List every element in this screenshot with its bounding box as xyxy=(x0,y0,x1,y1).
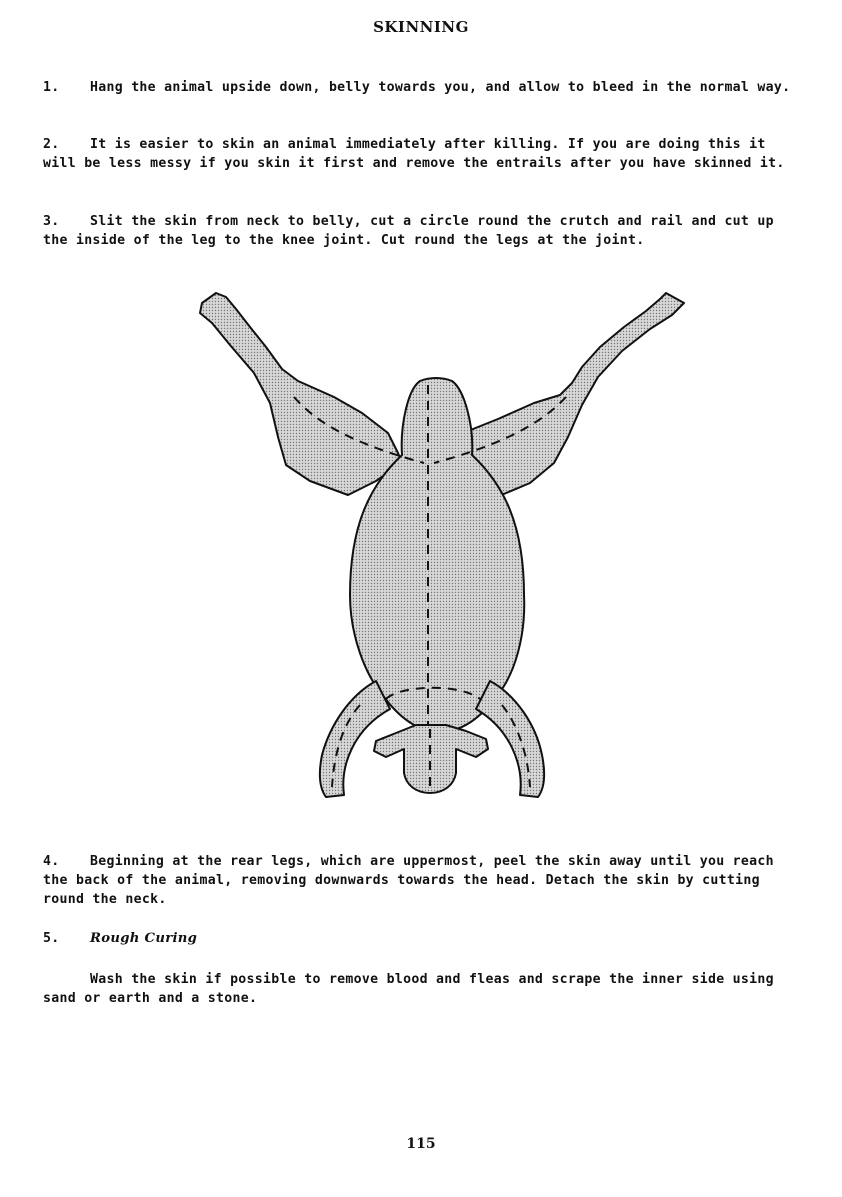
step-number: 5. xyxy=(43,931,60,946)
page-title: SKINNING xyxy=(373,18,469,36)
step-1 xyxy=(43,78,803,97)
step-heading: Rough Curing xyxy=(90,931,198,946)
step-text: Hang the animal upside down, belly towards you, and allow to bleed in the normal way. xyxy=(90,80,791,95)
step-5-heading xyxy=(43,929,803,948)
left-rear-leg xyxy=(200,293,402,495)
step-text: Beginning at the rear legs, which are uppermost, peel the skin away until you reach the back of the animal, removing downwards towards the head. Detach the skin by cutting round the neck. xyxy=(43,854,774,907)
skinning-cut-diagram xyxy=(190,285,690,805)
step-text: Slit the skin from neck to belly, cut a circle round the crutch and rail and cut up the inside of the leg to the knee joint. Cut round the legs at the joint. xyxy=(43,214,774,248)
step-4 xyxy=(43,852,803,909)
page-number: 115 xyxy=(406,1136,436,1152)
step-text: It is easier to skin an animal immediately after killing. If you are doing this it will be less messy if you skin it first and remove the entrails after you have skinned it. xyxy=(43,137,785,171)
step-number: 2. xyxy=(43,137,60,152)
step-number: 1. xyxy=(43,80,60,95)
step-number: 4. xyxy=(43,854,60,869)
step-5-body xyxy=(43,970,803,1008)
step-text: Wash the skin if possible to remove blood and fleas and scrape the inner side using sand or earth and a stone. xyxy=(43,972,774,1006)
step-3 xyxy=(43,212,803,250)
step-2 xyxy=(43,135,803,173)
step-number: 3. xyxy=(43,214,60,229)
